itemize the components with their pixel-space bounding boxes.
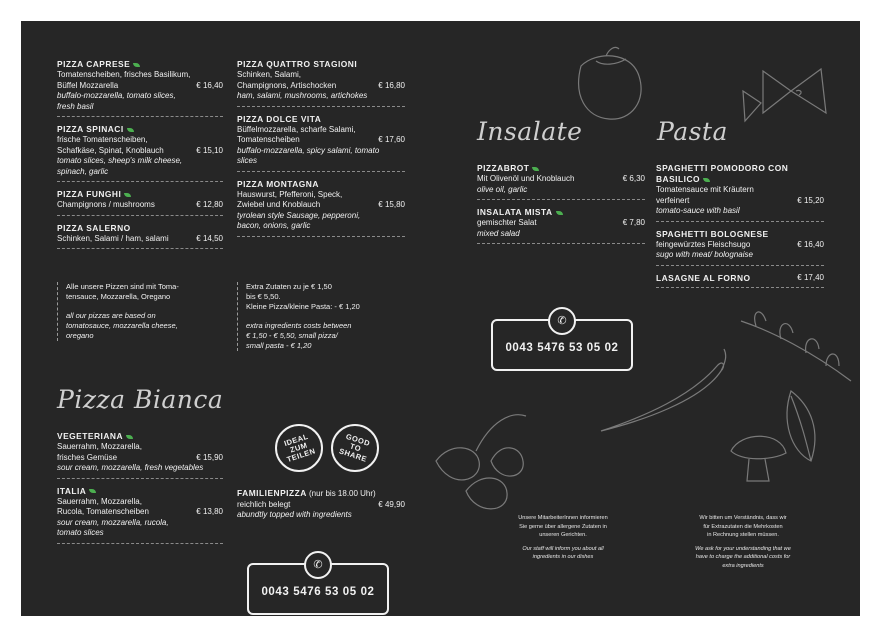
insalate-title: Insalate: [477, 117, 583, 146]
phone-number[interactable]: 0043 5476 53 05 02: [505, 342, 619, 354]
farfalle-drawing-2: [743, 91, 761, 121]
extra-cost-note-en: We ask for your understanding that we have to charge the additional costs for extra ingredients: [695, 545, 791, 569]
leaf-icon: [556, 211, 563, 215]
pasta-title: Pasta: [657, 117, 728, 146]
menu-item-description: verfeinert: [656, 195, 690, 205]
menu-item-row: [656, 185, 824, 196]
menu-item: [656, 273, 824, 289]
allergen-note-en: Our staff will inform you about all ingredients in our dishes: [522, 545, 604, 560]
menu-item-translation: tomato slices, sheep's milk cheese,: [57, 156, 183, 165]
menu-item-name-text: SPAGHETTI POMODORO CON BASILICO: [656, 163, 789, 184]
menu-item-name-text: PIZZA DOLCE VITA: [237, 113, 322, 124]
menu-item-translation: fresh basil: [57, 101, 94, 111]
allergen-note: [483, 514, 643, 567]
menu-item: [656, 163, 824, 222]
menu-item-row: [237, 135, 405, 146]
olive-drawing: [436, 415, 526, 509]
pizza-bianca-list: [57, 431, 223, 551]
menu-item: [57, 431, 223, 479]
menu-item-price: € 16,40: [797, 239, 824, 249]
menu-item-name: [237, 59, 405, 70]
menu-item-row: [57, 135, 223, 146]
menu-item-row: [237, 70, 405, 81]
menu-item-description: gemischter Salat: [477, 218, 537, 227]
menu-item-translation: mixed salad: [477, 228, 520, 238]
menu-item-translation: sugo with meat/ bolognaise: [656, 250, 753, 259]
phone-number[interactable]: 0043 5476 53 05 02: [261, 586, 375, 598]
phone-box-middle[interactable]: [491, 315, 633, 371]
menu-item-row: [656, 196, 824, 207]
menu-item-name-text: SPAGHETTI BOLOGNESE: [656, 228, 769, 239]
menu-item-description: Champignons / mushrooms: [57, 200, 155, 209]
leaf-icon: [127, 128, 134, 132]
insalate-list: [477, 163, 645, 251]
menu-item-description: Büffelmozzarella, scharfe Salami,: [237, 124, 356, 134]
menu-item-name-text: PIZZA FUNGHI: [57, 189, 122, 199]
menu-item-price: € 13,80: [196, 507, 223, 516]
menu-item-name: [57, 486, 223, 497]
menu-item-description: frische Tomatenscheiben,: [57, 135, 148, 144]
familienpizza-price: € 49,90: [378, 499, 405, 509]
allergen-note-de: Unsere MitarbeiterInnen informieren Sie gerne über allergene Zutaten in unseren Gerichten.: [518, 515, 608, 538]
menu-item-row: [57, 146, 223, 157]
menu-item: [57, 486, 223, 544]
menu-item: [477, 163, 645, 200]
pizza-base-note-en: all our pizzas are based on tomatosauce, mozzarella cheese, oregano: [66, 311, 178, 340]
menu-item-row: [57, 442, 223, 453]
menu-item-price: € 16,80: [378, 80, 405, 90]
pizza-base-note: [57, 282, 216, 341]
familienpizza-name: FAMILIENPIZZA: [237, 488, 307, 498]
menu-item-row: [237, 190, 405, 201]
menu-item: [237, 179, 405, 237]
menu-item-name: [57, 189, 223, 200]
leaf-icon: [133, 63, 140, 67]
extra-cost-note: [663, 514, 823, 575]
menu-item-name: [477, 207, 645, 218]
menu-item-price: € 16,40: [196, 80, 223, 90]
menu-item-translation: buffalo-mozzarella, tomato slices,: [57, 91, 176, 100]
phone-icon: ✆: [548, 307, 576, 335]
menu-item-row: [57, 507, 223, 518]
menu-item-row: [237, 81, 405, 92]
familienpizza-desc: reichlich belegt: [237, 499, 291, 509]
menu-item-name-text: ITALIA: [57, 485, 87, 496]
menu-item-price: € 15,10: [196, 145, 223, 155]
phone-box-bottom[interactable]: [247, 559, 389, 615]
menu-item-description: Rucola, Tomatenscheiben: [57, 507, 149, 516]
leaf-icon: [126, 435, 133, 439]
menu-item-row: [477, 174, 645, 185]
extra-ingredients-note-en: extra ingredients costs between € 1,50 - € 5,50, small pizza/ small pasta - € 1,20: [246, 321, 352, 350]
menu-item-row: [237, 125, 405, 136]
menu-item-name: [237, 179, 405, 190]
menu-item-description: Champignons, Artischocken: [237, 80, 337, 90]
menu-item-price: € 7,80: [622, 218, 645, 227]
menu-item-description: Schafkäse, Spinat, Knoblauch: [57, 145, 164, 155]
menu-item-name: [656, 229, 824, 240]
leaf-icon: [703, 178, 710, 182]
extra-cost-note-de: Wir bitten um Verständnis, dass wir für Extrazutaten die Mehrkosten in Rechnung stellen müssen.: [699, 515, 787, 538]
menu-item-name-text: PIZZABROT: [477, 163, 530, 173]
menu-item-translation: olive oil, garlic: [477, 184, 528, 194]
menu-item-description: Zwiebel und Knoblauch: [237, 200, 321, 209]
menu-item-name-text: VEGETERIANA: [57, 431, 123, 441]
menu-item-name: [57, 124, 223, 135]
menu-item-row: [57, 453, 223, 464]
menu-item-price: € 17,60: [378, 135, 405, 144]
menu-sheet: [21, 21, 860, 616]
menu-item-name: [477, 163, 645, 174]
familienpizza-italic: abundtly topped with ingredients: [237, 510, 352, 519]
menu-item-name: [656, 163, 824, 185]
share-badge-de: IDEAL ZUM TEILEN: [275, 424, 323, 472]
menu-item-translation: spinach, garlic: [57, 166, 109, 176]
menu-item: [477, 207, 645, 244]
pizza-bianca-title: Pizza Bianca: [57, 385, 224, 414]
menu-item-price: € 6,30: [622, 174, 645, 183]
menu-item: [57, 189, 223, 216]
phone-icon: ✆: [304, 551, 332, 579]
menu-item-translation: tomato slices: [57, 528, 104, 537]
menu-item-row: [57, 200, 223, 211]
menu-item: [57, 223, 223, 250]
menu-item-row: [656, 240, 824, 251]
menu-item-description: Tomatenscheiben, frisches Basilikum,: [57, 70, 191, 79]
extra-ingredients-note-de: Extra Zutaten zu je € 1,50 bis € 5,50. Kleine Pizza/kleine Pasta: - € 1,20: [246, 282, 360, 311]
menu-item-translation: bacon, onions, garlic: [237, 221, 311, 230]
menu-item-name-text: INSALATA MISTA: [477, 207, 553, 217]
herb-drawing: [741, 312, 851, 381]
menu-item-name: [57, 431, 223, 442]
menu-item-row: [57, 70, 223, 81]
menu-item-name-text: PIZZA SPINACI: [57, 124, 124, 134]
pizza-list-right: [237, 59, 405, 244]
menu-item-description: Tomatensauce mit Kräutern: [656, 185, 754, 194]
menu-item-description: frisches Gemüse: [57, 452, 118, 462]
share-badge-en: GOOD TO SHARE: [331, 424, 379, 472]
menu-item: [237, 114, 405, 172]
menu-item-description: Mit Olivenöl und Knoblauch: [477, 174, 575, 183]
pizza-base-note-de: Alle unsere Pizzen sind mit Toma- tensauce, Mozzarella, Oregano: [66, 282, 179, 301]
menu-item-row: [57, 81, 223, 92]
menu-item: [57, 59, 223, 117]
menu-item-description: Schinken, Salami,: [237, 70, 302, 79]
menu-item-price: € 12,80: [196, 200, 223, 209]
menu-item-description: feingewürztes Fleischsugo: [656, 239, 751, 249]
pasta-list: [656, 163, 824, 295]
familienpizza-item: [237, 488, 405, 521]
menu-item: [57, 124, 223, 182]
menu-item-row: [237, 200, 405, 211]
menu-item-translation: ham, salami, mushrooms, artichokes: [237, 91, 368, 100]
menu-item: [656, 229, 824, 266]
menu-item-description: Tomatenscheiben: [237, 135, 300, 144]
menu-item-price: € 15,90: [196, 452, 223, 462]
farfalle-drawing: [763, 69, 826, 113]
menu-item-description: Hauswurst, Pfefferoni, Speck,: [237, 189, 343, 199]
leaf-icon: [89, 489, 96, 493]
extra-ingredients-note: [237, 282, 396, 351]
menu-item-row: [57, 234, 223, 245]
menu-item-translation: tomato-sauce with basil: [656, 206, 740, 215]
menu-item-name-text: LASAGNE AL FORNO: [656, 272, 751, 283]
menu-item-name: [237, 114, 405, 125]
menu-item-translation: buffalo-mozzarella, spicy salami, tomato: [237, 145, 380, 155]
tomato-drawing: [579, 47, 641, 119]
menu-item-translation: sour cream, mozzarella, fresh vegetables: [57, 463, 204, 472]
menu-item-price: € 14,50: [196, 233, 223, 243]
leaf-icon: [124, 193, 131, 197]
menu-item-name-text: PIZZA SALERNO: [57, 222, 131, 233]
menu-item-price: € 15,80: [378, 200, 405, 209]
menu-item-translation: slices: [237, 156, 258, 165]
menu-item: [237, 59, 405, 107]
familienpizza-suffix: (nur bis 18.00 Uhr): [309, 489, 376, 498]
menu-item-description: Schinken, Salami / ham, salami: [57, 233, 169, 243]
menu-item-description: Sauerrahm, Mozzarella,: [57, 496, 142, 506]
menu-item-description: Büffel Mozzarella: [57, 80, 119, 90]
menu-item-name: [57, 223, 223, 234]
leaf-drawing: [787, 391, 815, 461]
menu-item-description: Sauerrahm, Mozzarella,: [57, 442, 142, 451]
menu-item-name-text: PIZZA CAPRESE: [57, 59, 131, 69]
menu-item-name-text: PIZZA QUATTRO STAGIONI: [237, 59, 358, 69]
menu-item-row: [57, 497, 223, 508]
menu-item-translation: tyrolean style Sausage, pepperoni,: [237, 210, 361, 220]
menu-item-row: [477, 218, 645, 229]
menu-item-price: € 15,20: [797, 195, 824, 205]
leaf-icon: [532, 167, 539, 171]
menu-item-name: [57, 59, 223, 70]
menu-item-translation: sour cream, mozzarella, rucola,: [57, 517, 169, 527]
pizza-list-left: [57, 59, 223, 256]
menu-item-price: € 17,40: [797, 272, 824, 282]
mushroom-drawing: [731, 436, 786, 481]
menu-item-name-text: PIZZA MONTAGNA: [237, 178, 319, 189]
